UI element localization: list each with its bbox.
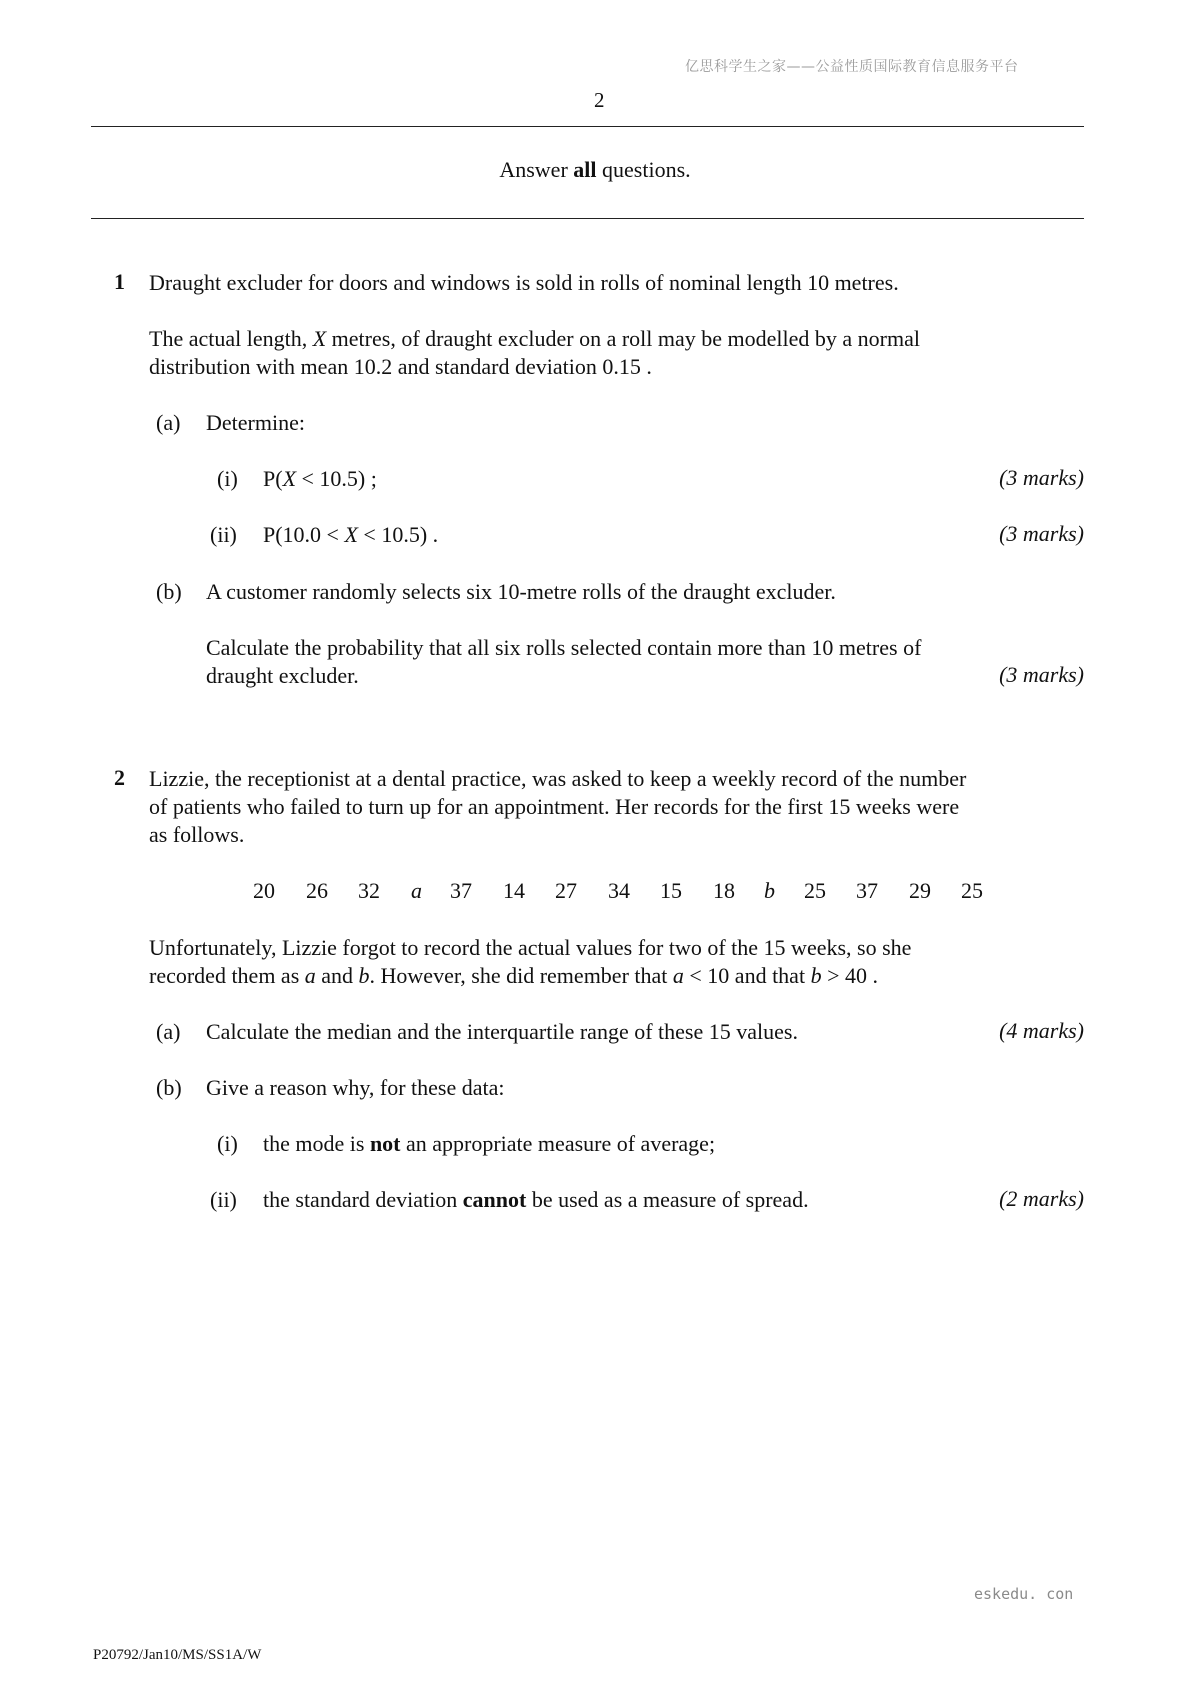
question-1ai-text	[263, 465, 377, 493]
data-value: 34	[608, 878, 630, 903]
question-2-intro-line-3: as follows.	[149, 822, 245, 847]
watermark-text: 亿思科学生之家——公益性质国际教育信息服务平台	[685, 59, 1019, 75]
question-1ai-marks: (3 marks)	[999, 465, 1084, 490]
data-value: 18	[713, 878, 735, 903]
question-2bii-label: (ii)	[210, 1187, 237, 1212]
instructions-bold: all	[573, 157, 597, 182]
q2-note-var-a2: a	[672, 963, 684, 988]
q1-model-var-x: X	[312, 326, 327, 351]
q2bi-text-bold: not	[369, 1131, 401, 1156]
q1-model-text-b: metres, of draught excluder on a roll may be modelled by a normal	[326, 326, 920, 351]
page-number: 2	[594, 88, 605, 112]
q1aii-text-b: < 10.5) .	[357, 522, 439, 547]
data-value: 29	[909, 878, 931, 903]
q2-note-var-b: b	[358, 963, 370, 988]
site-mark: eskedu. con	[974, 1585, 1074, 1603]
question-1-model-line-2: distribution with mean 10.2 and standard deviation 0.15 .	[149, 354, 652, 379]
question-2a-label: (a)	[156, 1019, 181, 1044]
q2bi-text-a: the mode is	[263, 1131, 370, 1156]
q1ai-var-x: X	[282, 466, 297, 491]
question-2b-label: (b)	[156, 1075, 182, 1100]
question-2-note-line-2	[149, 962, 878, 990]
question-2-note-line-1: Unfortunately, Lizzie forgot to record the actual values for two of the 15 weeks, so she	[149, 935, 912, 960]
instructions-suffix: questions.	[596, 157, 691, 182]
question-1b-calc-line-1: Calculate the probability that all six rolls selected contain more than 10 metres of	[206, 635, 922, 660]
question-1aii-marks: (3 marks)	[999, 521, 1084, 546]
question-2bi-text	[263, 1130, 715, 1158]
question-1-number: 1	[114, 269, 125, 294]
question-1b-calc-line-2: draught excluder.	[206, 663, 359, 688]
q1ai-text-a: P(	[263, 466, 283, 491]
question-2bii-marks: (2 marks)	[999, 1186, 1084, 1211]
question-2-intro-line-1: Lizzie, the receptionist at a dental practice, was asked to keep a weekly record of the number	[149, 766, 967, 791]
question-1b-label: (b)	[156, 579, 182, 604]
q2-note-text-b: and	[315, 963, 359, 988]
q2-note-var-a: a	[304, 963, 316, 988]
data-value: 20	[253, 878, 275, 903]
question-2bii-text	[263, 1186, 809, 1214]
q1aii-text-a: P(10.0 <	[263, 522, 345, 547]
q2bii-text-bold: cannot	[462, 1187, 527, 1212]
q2-note-text-a: recorded them as	[149, 963, 305, 988]
q2-note-text-c: . However, she did remember that	[369, 963, 673, 988]
question-1b-text: A customer randomly selects six 10-metre rolls of the draught excluder.	[206, 579, 836, 604]
data-value: 32	[358, 878, 380, 903]
data-values-row	[0, 878, 1190, 906]
q2bii-text-b: be used as a measure of spread.	[526, 1187, 809, 1212]
data-value: 26	[306, 878, 328, 903]
question-1aii-text	[263, 521, 438, 549]
data-value: 14	[503, 878, 525, 903]
q2-note-var-b2: b	[810, 963, 822, 988]
question-1ai-label: (i)	[217, 466, 238, 491]
question-1aii-label: (ii)	[210, 522, 237, 547]
question-2bi-label: (i)	[217, 1131, 238, 1156]
q2bii-text-a: the standard deviation	[263, 1187, 463, 1212]
question-1-intro: Draught excluder for doors and windows is sold in rolls of nominal length 10 metres.	[149, 270, 899, 295]
question-2-number: 2	[114, 765, 125, 790]
question-1b-marks: (3 marks)	[999, 662, 1084, 687]
question-1a-label: (a)	[156, 410, 181, 435]
question-2a-text: Calculate the median and the interquartile range of these 15 values.	[206, 1019, 798, 1044]
data-value-unknown: a	[411, 878, 422, 903]
instructions	[0, 156, 1190, 184]
data-value-unknown: b	[764, 878, 775, 903]
question-2a-marks: (4 marks)	[999, 1018, 1084, 1043]
question-1-model-line-1	[149, 325, 920, 353]
q1aii-var-x: X	[344, 522, 358, 547]
instructions-rule	[91, 218, 1084, 219]
data-value: 27	[555, 878, 577, 903]
data-value: 25	[961, 878, 983, 903]
footer-code: P20792/Jan10/MS/SS1A/W	[93, 1647, 262, 1663]
q2-note-text-e: > 40 .	[821, 963, 878, 988]
question-1a-text: Determine:	[206, 410, 305, 435]
question-2b-text: Give a reason why, for these data:	[206, 1075, 505, 1100]
question-2-intro-line-2: of patients who failed to turn up for an appointment. Her records for the first 15 weeks were	[149, 794, 960, 819]
data-value: 37	[856, 878, 878, 903]
q1-model-text-a: The actual length,	[149, 326, 313, 351]
q2bi-text-b: an appropriate measure of average;	[400, 1131, 716, 1156]
top-rule	[91, 126, 1084, 127]
instructions-prefix: Answer	[499, 157, 574, 182]
data-value: 25	[804, 878, 826, 903]
data-value: 37	[450, 878, 472, 903]
q2-note-text-d: < 10 and that	[683, 963, 811, 988]
q1ai-text-b: < 10.5) ;	[296, 466, 377, 491]
data-value: 15	[660, 878, 682, 903]
